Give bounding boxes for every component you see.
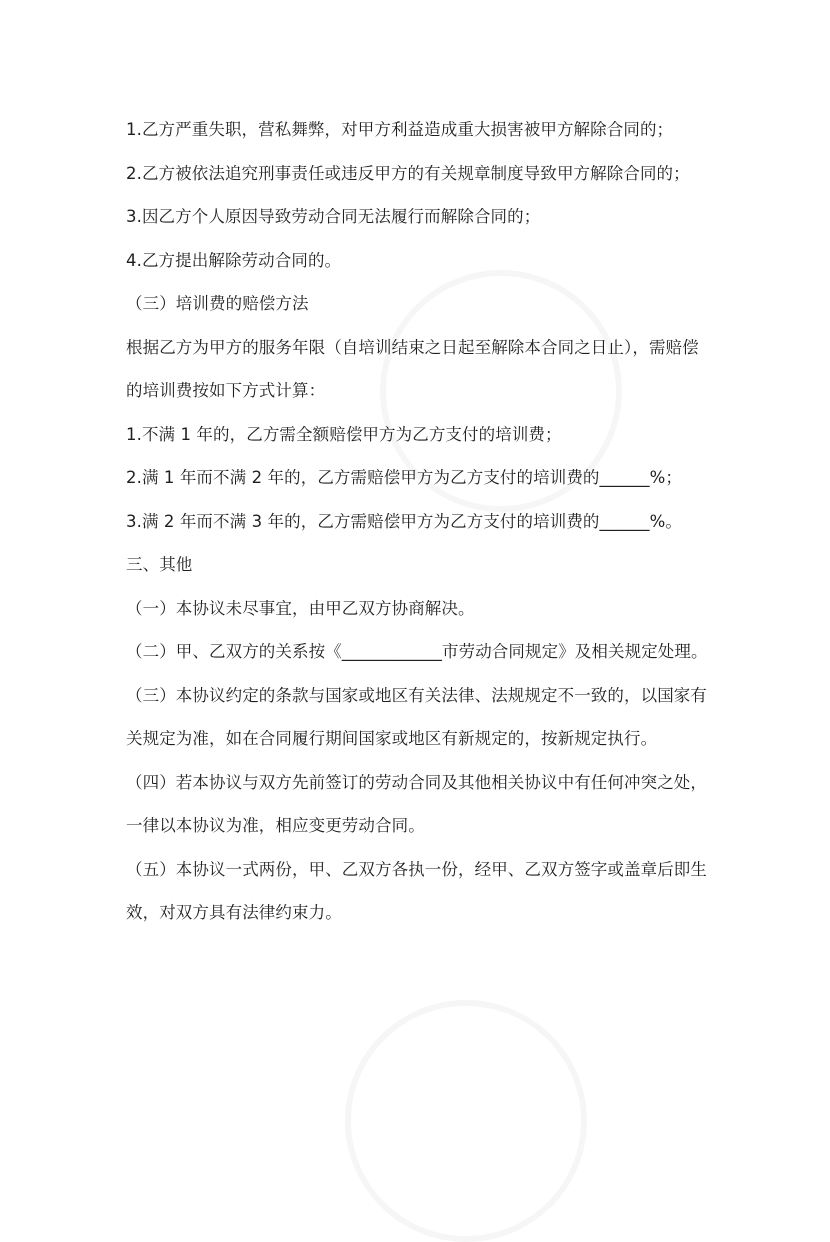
paragraph-line: 根据乙方为甲方的服务年限（自培训结束之日起至解除本合同之日止），需赔偿 <box>126 337 699 357</box>
clause-line: 3.满 2 年而不满 3 年的，乙方需赔偿甲方为乙方支付的培训费的______%。 <box>126 511 682 531</box>
clause-line: 2.乙方被依法追究刑事责任或违反甲方的有关规章制度导致甲方解除合同的； <box>126 163 690 183</box>
paragraph-line: （三）本协议约定的条款与国家或地区有关法律、法规规定不一致的，以国家有 <box>126 685 707 705</box>
clause-line: 4.乙方提出解除劳动合同的。 <box>126 250 342 270</box>
document-body <box>126 108 716 935</box>
paragraph-line: （四）若本协议与双方先前签订的劳动合同及其他相关协议中有任何冲突之处， <box>126 772 707 792</box>
paragraph-line: 关规定为准，如在合同履行期间国家或地区有新规定的，按新规定执行。 <box>126 729 658 748</box>
paragraph-line: 的培训费按如下方式计算： <box>126 381 326 400</box>
paragraph-line: （一）本协议未尽事宜，由甲乙双方协商解决。 <box>126 598 475 618</box>
paragraph-line: 一律以本协议为准，相应变更劳动合同。 <box>126 816 425 835</box>
section-heading: （三）培训费的赔偿方法 <box>126 294 309 313</box>
paragraph-line: （二）甲、乙双方的关系按《____________市劳动合同规定》及相关规定处理。 <box>126 642 708 661</box>
clause-line: 2.满 1 年而不满 2 年的，乙方需赔偿甲方为乙方支付的培训费的______%； <box>126 468 682 487</box>
watermark-ring <box>345 1000 587 1242</box>
paragraph-line: （五）本协议一式两份，甲、乙双方各执一份，经甲、乙双方签字或盖章后即生 <box>126 859 707 879</box>
clause-line: 1.不满 1 年的，乙方需全额赔偿甲方为乙方支付的培训费； <box>126 424 562 444</box>
clause-line: 1.乙方严重失职，营私舞弊，对甲方利益造成重大损害被甲方解除合同的； <box>126 120 674 139</box>
paragraph-line: 效，对双方具有法律约束力。 <box>126 903 342 922</box>
section-heading: 三、其他 <box>126 555 193 574</box>
clause-line: 3.因乙方个人原因导致劳动合同无法履行而解除合同的； <box>126 207 541 226</box>
